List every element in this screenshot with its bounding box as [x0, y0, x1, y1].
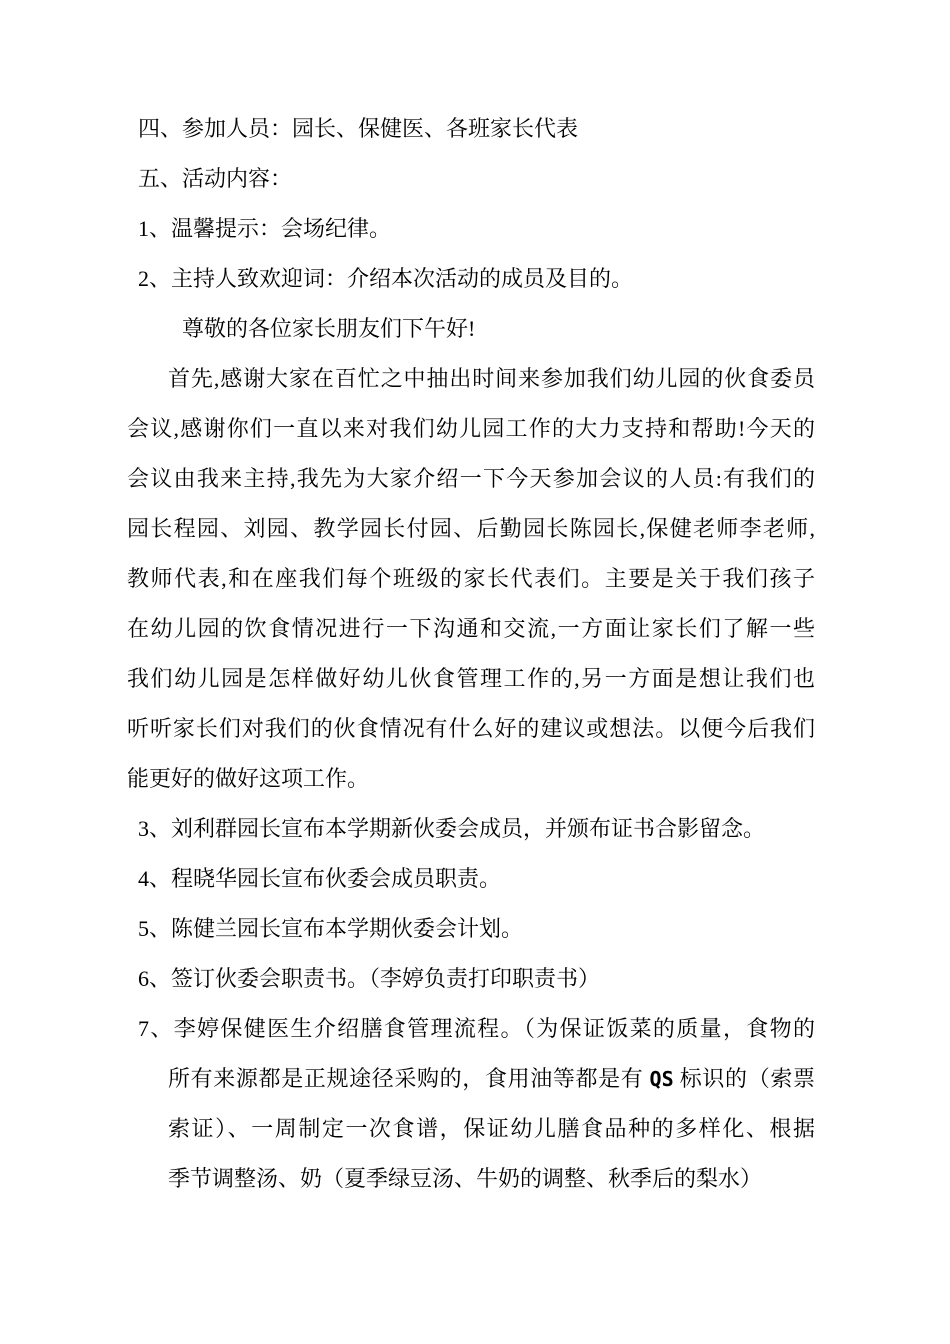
document-line: 1、温馨提示：会场纪律。	[138, 216, 392, 241]
document-line: 5、陈健兰园长宣布本学期伙委会计划。	[138, 916, 524, 941]
document-line: 教师代表,和在座我们每个班级的家长代表们。主要是关于我们孩子	[127, 566, 815, 591]
document-line: 季节调整汤、奶（夏季绿豆汤、牛奶的调整、秋季后的梨水）	[168, 1166, 763, 1191]
document-line: 能更好的做好这项工作。	[127, 766, 370, 791]
document-line: 6、签订伙委会职责书。（李婷负责打印职责书）	[138, 966, 601, 991]
document-line: 四、参加人员：园长、保健医、各班家长代表	[138, 116, 579, 141]
document-line: 听听家长们对我们的伙食情况有什么好的建议或想法。以便今后我们	[127, 716, 815, 741]
document-line: 五、活动内容：	[138, 166, 293, 191]
document-line: 4、程晓华园长宣布伙委会成员职责。	[138, 866, 502, 891]
document-line: 会议由我来主持,我先为大家介绍一下今天参加会议的人员:有我们的	[127, 466, 815, 491]
document-line: 在幼儿园的饮食情况进行一下沟通和交流,一方面让家长们了解一些	[127, 616, 815, 641]
document-line: 7、李婷保健医生介绍膳食管理流程。（为保证饭菜的质量，食物的	[138, 1016, 815, 1041]
document-line: 尊敬的各位家长朋友们下午好!	[182, 316, 476, 341]
qs-mark-label: QS	[649, 1067, 674, 1091]
document-body	[0, 104, 950, 1204]
document-line: 所有来源都是正规途径采购的，食用油等都是有 QS 标识的（索票	[168, 1066, 815, 1091]
document-line: 会议,感谢你们一直以来对我们幼儿园工作的大力支持和帮助!今天的	[127, 416, 815, 441]
document-line: 索证）、一周制定一次食谱，保证幼儿膳食品种的多样化、根据	[168, 1116, 815, 1141]
document-line: 我们幼儿园是怎样做好幼儿伙食管理工作的,另一方面是想让我们也	[127, 666, 815, 691]
document-line: 3、刘利群园长宣布本学期新伙委会成员，并颁布证书合影留念。	[138, 816, 766, 841]
document-line: 园长程园、刘园、教学园长付园、后勤园长陈园长,保健老师李老师,	[127, 516, 815, 541]
document-line: 首先,感谢大家在百忙之中抽出时间来参加我们幼儿园的伙食委员	[168, 366, 815, 391]
document-line: 2、主持人致欢迎词：介绍本次活动的成员及目的。	[138, 266, 634, 291]
